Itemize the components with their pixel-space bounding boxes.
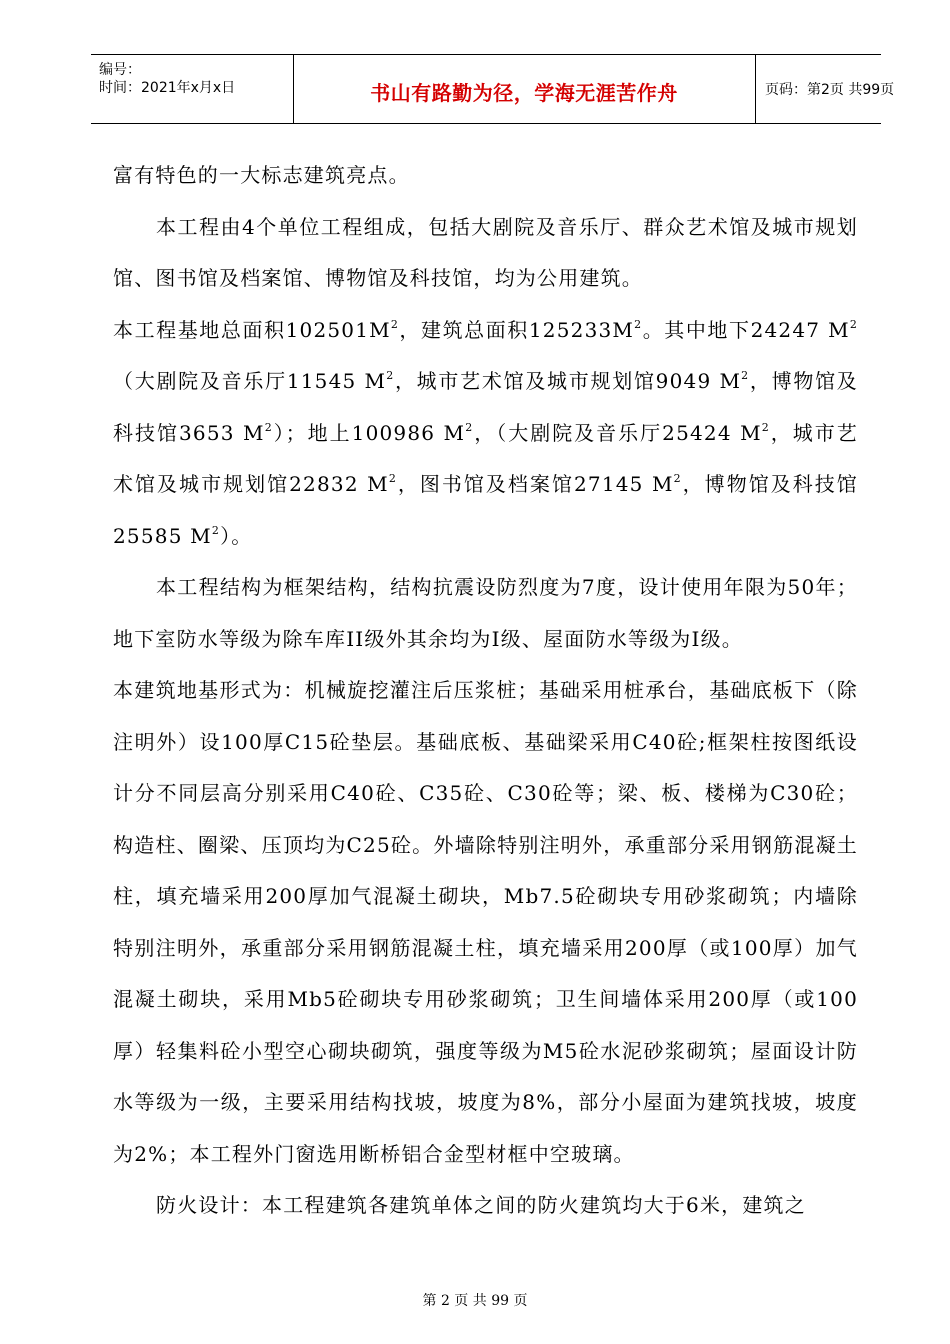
- page-number-label: 页码：第2页 共99页: [765, 82, 895, 98]
- paragraph: 富有特色的一大标志建筑亮点。: [113, 163, 410, 187]
- document-body: [113, 150, 858, 1232]
- header-meta-cell: [91, 55, 294, 123]
- paragraph: 本工程由4个单位工程组成，包括大剧院及音乐厅、群众艺术馆及城市规划馆、图书馆及档案馆、博物馆及科技馆，均为公用建筑。: [113, 214, 858, 290]
- paragraph: 防火设计：本工程建筑各建筑单体之间的防火建筑均大于6米，建筑之: [156, 1193, 806, 1217]
- slogan: 书山有路勤为径，学海无涯苦作舟: [370, 81, 678, 105]
- paragraph: 本工程结构为框架结构，结构抗震设防烈度为7度，设计使用年限为50年；地下室防水等级为除车库II级外其余均为Ⅰ级、屋面防水等级为Ⅰ级。: [113, 575, 858, 651]
- paragraph: 本工程基地总面积$102501M^2$，建筑总面积$125233M^2$。其中地下24247 $M^2$（大剧院及音乐厅11545 $M^2$，城市艺术馆及城市规划馆9049 $M^2$，博物馆及科技馆3653 $M^2$）；地上100986 $M^2$，（大剧院及音乐厅25424 $M^2$，城市艺术馆及城市规划馆22832 $M^2$，图书馆及档案馆27145 $M^2$，博物馆及科技馆25585 $M^2$）。: [113, 317, 859, 548]
- paragraph: 本建筑地基形式为：机械旋挖灌注后压浆桩；基础采用桩承台，基础底板下（除注明外）设100厚C15砼垫层。基础底板、基础梁采用C40砼;框架柱按图纸设计分不同层高分别采用C40砼、C35砼、C30砼等；梁、板、楼梯为C30砼；构造柱、圈梁、压顶均为C25砼。外墙除特别注明外，承重部分采用钢筋混凝土柱，填充墙采用200厚加气混凝土砌块，Mb7.5砼砌块专用砂浆砌筑；内墙除特别注明外，承重部分采用钢筋混凝土柱，填充墙采用200厚（或100厚）加气混凝土砌块，采用Mb5砼砌块专用砂浆砌筑；卫生间墙体采用200厚（或100厚）轻集料砼小型空心砌块砌筑，强度等级为M5砼水泥砂浆砌筑；屋面设计防水等级为一级，主要采用结构找坡，坡度为8%，部分小屋面为建筑找坡，坡度为2%；本工程外门窗选用断桥铝合金型材框中空玻璃。: [113, 678, 858, 1166]
- page-header: [91, 54, 895, 124]
- time-label: 时间：2021年x月x日: [99, 80, 236, 96]
- header-page-cell: [755, 55, 895, 123]
- page-footer: 第 2 页 共 99 页: [422, 1293, 528, 1309]
- number-label: 编号：: [99, 62, 141, 78]
- header-slogan-cell: [293, 55, 756, 123]
